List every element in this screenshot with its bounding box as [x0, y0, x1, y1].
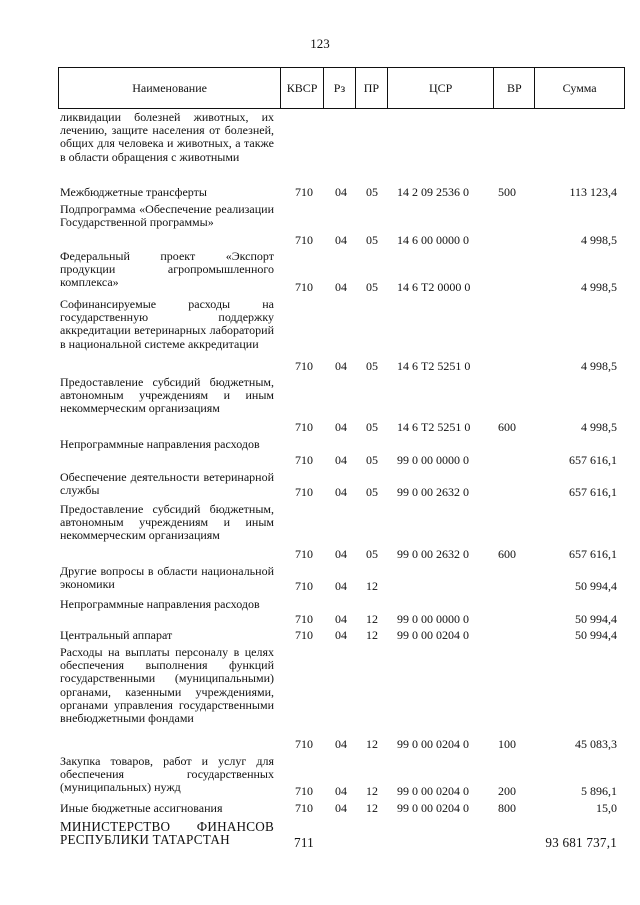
row-csr: 99 0 00 2632 0 [397, 485, 469, 499]
row-sum: 657 616,1 [569, 485, 617, 499]
row-kvsr: 710 [295, 185, 313, 199]
row-name: Центральный аппарат [60, 628, 173, 642]
row-csr: 14 2 09 2536 0 [397, 185, 469, 199]
row-pr: 05 [366, 453, 378, 467]
row-pr: 05 [366, 547, 378, 561]
row-name: Предоставление субсидий бюджетным, автономным учреждениям и иным некоммерческим организациям [60, 502, 274, 543]
row-pr: 05 [366, 485, 378, 499]
row-kvsr: 710 [295, 801, 313, 815]
row-name: Обеспечение деятельности ветеринарной службы [60, 470, 274, 498]
row-name: МИНИСТЕРСТВО ФИНАНСОВ РЕСПУБЛИКИ ТАТАРСТАН [60, 819, 274, 848]
row-csr: 99 0 00 0000 0 [397, 612, 469, 626]
row-sum: 93 681 737,1 [545, 835, 617, 850]
row-vr: 800 [498, 801, 516, 815]
row-pr: 05 [366, 359, 378, 373]
row-name: Подпрограмма «Обеспечение реализации Государственной программы» [60, 202, 274, 230]
row-kvsr: 710 [295, 737, 313, 751]
row-sum: 113 123,4 [569, 185, 617, 199]
row-sum: 4 998,5 [581, 233, 617, 247]
row-kvsr: 710 [295, 485, 313, 499]
header-kvsr: КВСР [281, 68, 324, 108]
row-rz: 04 [335, 420, 347, 434]
row-csr: 14 6 Т2 5251 0 [397, 420, 471, 434]
row-kvsr: 711 [294, 835, 314, 850]
row-kvsr: 710 [295, 612, 313, 626]
row-kvsr: 710 [295, 359, 313, 373]
row-rz: 04 [335, 612, 347, 626]
row-rz: 04 [335, 485, 347, 499]
row-rz: 04 [335, 233, 347, 247]
row-kvsr: 710 [295, 784, 313, 798]
row-csr: 99 0 00 0204 0 [397, 784, 469, 798]
row-rz: 04 [335, 628, 347, 642]
row-kvsr: 710 [295, 233, 313, 247]
header-rz: Рз [324, 68, 356, 108]
row-rz: 04 [335, 359, 347, 373]
row-sum: 657 616,1 [569, 453, 617, 467]
row-pr: 12 [366, 579, 378, 593]
row-kvsr: 710 [295, 420, 313, 434]
row-kvsr: 710 [295, 547, 313, 561]
row-pr: 12 [366, 784, 378, 798]
row-rz: 04 [335, 579, 347, 593]
row-name: Федеральный проект «Экспорт продукции агропромышленного комплекса» [60, 249, 274, 290]
header-csr: ЦСР [388, 68, 495, 108]
row-rz: 04 [335, 547, 347, 561]
row-sum: 50 994,4 [575, 579, 617, 593]
row-pr: 05 [366, 185, 378, 199]
row-name: Расходы на выплаты персоналу в целях обеспечения выполнения функций государственными (муниципальными) органами, казенными учреждениями, органами управления государственными внебюджетными фондами [60, 645, 274, 726]
row-sum: 657 616,1 [569, 547, 617, 561]
row-name: Непрограммные направления расходов [60, 437, 260, 451]
row-name: Закупка товаров, работ и услуг для обеспечения государственных (муниципальных) нужд [60, 754, 274, 795]
row-csr: 99 0 00 0204 0 [397, 737, 469, 751]
row-sum: 15,0 [596, 801, 617, 815]
row-pr: 12 [366, 737, 378, 751]
row-sum: 5 896,1 [581, 784, 617, 798]
header-name: Наименование [59, 68, 281, 108]
row-sum: 4 998,5 [581, 359, 617, 373]
row-name: Межбюджетные трансферты [60, 185, 207, 199]
row-rz: 04 [335, 185, 347, 199]
header-vr: ВР [494, 68, 535, 108]
row-name: Другие вопросы в области национальной экономики [60, 564, 274, 592]
row-pr: 12 [366, 801, 378, 815]
row-csr: 14 6 00 0000 0 [397, 233, 469, 247]
row-csr: 99 0 00 0204 0 [397, 801, 469, 815]
row-vr: 100 [498, 737, 516, 751]
row-name: Иные бюджетные ассигнования [60, 801, 223, 815]
page-number: 123 [310, 36, 330, 51]
row-csr: 99 0 00 0204 0 [397, 628, 469, 642]
row-rz: 04 [335, 280, 347, 294]
header-pr: ПР [356, 68, 388, 108]
row-pr: 12 [366, 628, 378, 642]
row-vr: 200 [498, 784, 516, 798]
row-pr: 05 [366, 420, 378, 434]
row-sum: 4 998,5 [581, 420, 617, 434]
row-rz: 04 [335, 737, 347, 751]
row-pr: 05 [366, 280, 378, 294]
row-kvsr: 710 [295, 579, 313, 593]
row-csr: 99 0 00 2632 0 [397, 547, 469, 561]
row-vr: 600 [498, 547, 516, 561]
header-sum: Сумма [562, 80, 597, 95]
row-kvsr: 710 [295, 280, 313, 294]
row-sum: 45 083,3 [575, 737, 617, 751]
row-csr: 14 6 Т2 5251 0 [397, 359, 471, 373]
row-rz: 04 [335, 453, 347, 467]
row-vr: 500 [498, 185, 516, 199]
row-kvsr: 710 [295, 628, 313, 642]
table-header [58, 67, 625, 109]
row-pr: 05 [366, 233, 378, 247]
row-sum: 50 994,4 [575, 628, 617, 642]
row-kvsr: 710 [295, 453, 313, 467]
row-csr: 14 6 Т2 0000 0 [397, 280, 471, 294]
row-name: Предоставление субсидий бюджетным, автономным учреждениям и иным некоммерческим организациям [60, 375, 274, 416]
row-name: Непрограммные направления расходов [60, 597, 260, 611]
row-sum: 50 994,4 [575, 612, 617, 626]
row-name: Софинансируемые расходы на государственную поддержку аккредитации ветеринарных лабораторий в национальной системе аккредитации [60, 297, 274, 351]
row-name: ликвидации болезней животных, их лечению, защите населения от болезней, общих для человека и животных, а также в области обращения с животными [60, 110, 274, 164]
row-vr: 600 [498, 420, 516, 434]
row-csr: 99 0 00 0000 0 [397, 453, 469, 467]
row-sum: 4 998,5 [581, 280, 617, 294]
row-pr: 12 [366, 612, 378, 626]
row-rz: 04 [335, 784, 347, 798]
row-rz: 04 [335, 801, 347, 815]
